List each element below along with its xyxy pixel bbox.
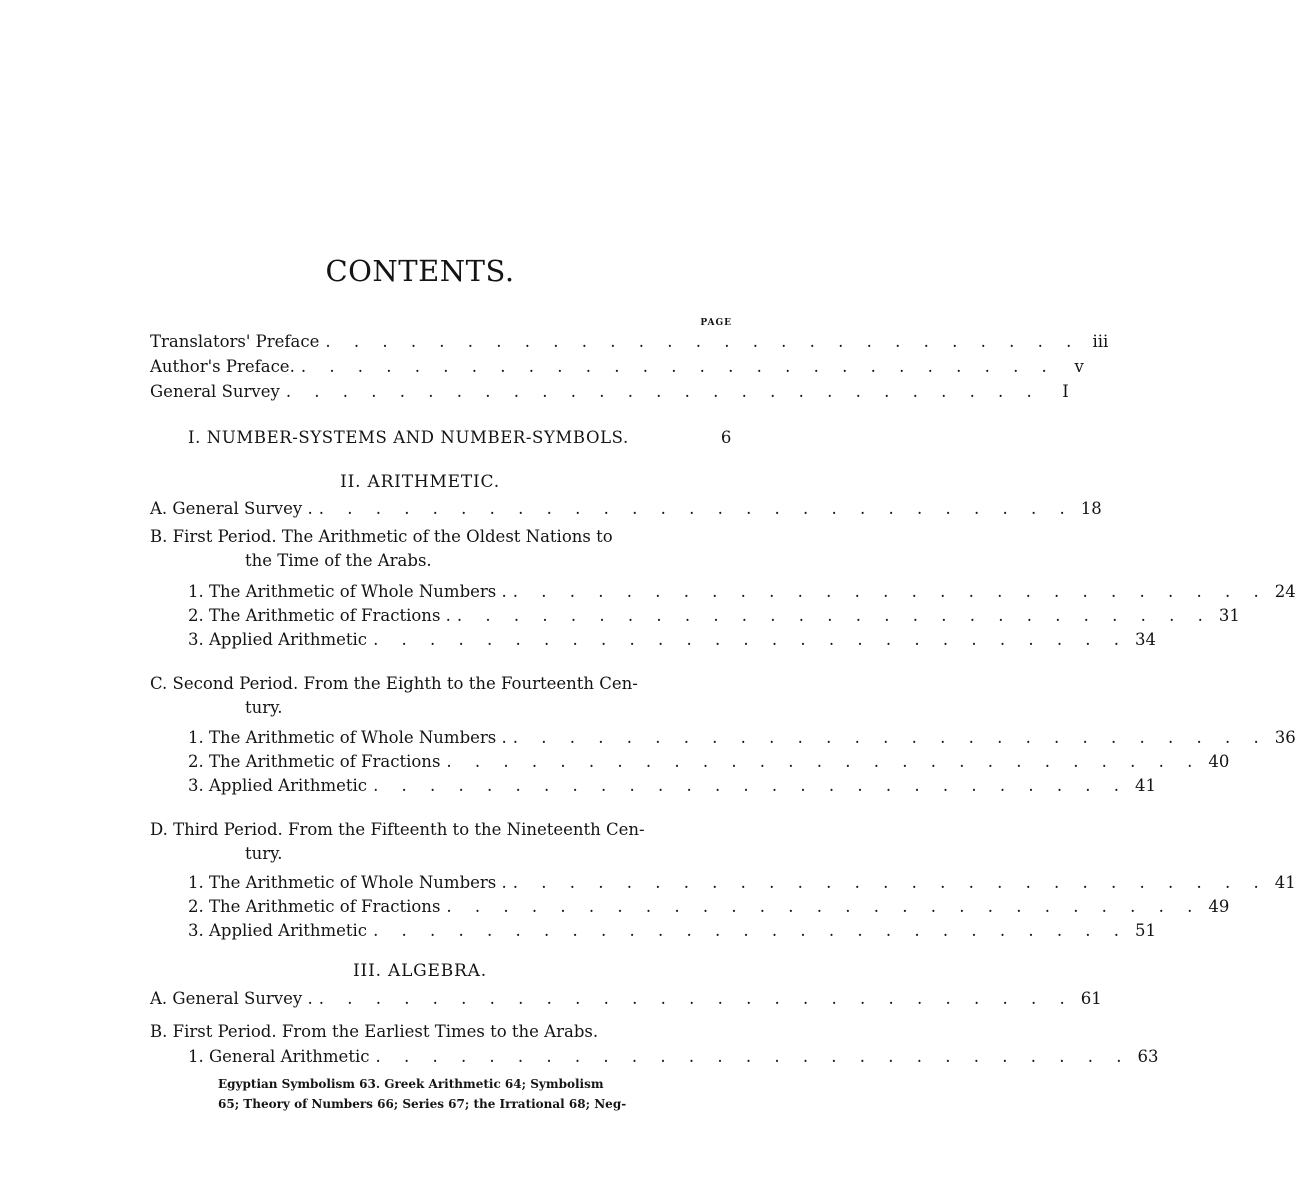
toc-entry-page: 40: [1208, 752, 1230, 771]
toc-entry-page: 36: [1274, 728, 1296, 747]
toc-entry-page: 63: [1137, 1047, 1159, 1066]
toc-entry-label: 2. The Arithmetic of Fractions .: [188, 606, 451, 625]
toc-entry[interactable]: A. General Survey . . . . . . . . . . . . . . . . . . . . . . . . . . . . 18: [150, 497, 732, 521]
toc-entry-label: Translators' Preface: [150, 332, 320, 351]
toc-entry-label: A. General Survey .: [150, 989, 313, 1008]
toc-entry-label: 1. The Arithmetic of Whole Numbers .: [188, 582, 507, 601]
toc-period-label[interactable]: B. First Period. From the Earliest Times to the Arabs.: [150, 1022, 599, 1041]
toc-entry-page: 41: [1135, 776, 1157, 795]
toc-subentry[interactable]: 2. The Arithmetic of Fractions . . . . . . . . . . . . . . . . . . . . . . . . . . . 49: [188, 895, 732, 919]
toc-period-continuation: tury.: [245, 698, 283, 717]
toc-subentry[interactable]: 3. Applied Arithmetic . . . . . . . . . . . . . . . . . . . . . . . . . . . 34: [188, 628, 732, 652]
toc-entry-label: Author's Preface.: [150, 357, 295, 376]
toc-entry-label: General Survey: [150, 382, 280, 401]
toc-entry-label: A. General Survey .: [150, 499, 313, 518]
toc-subentry-note: Egyptian Symbolism 63. Greek Arithmetic 64; Symbolism: [218, 1077, 604, 1091]
toc-subentry[interactable]: 1. General Arithmetic . . . . . . . . . . . . . . . . . . . . . . . . . . . 63: [188, 1045, 732, 1069]
toc-part-entry[interactable]: [188, 426, 732, 450]
toc-entry-label: 3. Applied Arithmetic: [188, 776, 368, 795]
toc-entry-label: 2. The Arithmetic of Fractions: [188, 897, 441, 916]
toc-subentry[interactable]: 3. Applied Arithmetic . . . . . . . . . . . . . . . . . . . . . . . . . . . 51: [188, 919, 732, 943]
toc-entry-label: 1. General Arithmetic: [188, 1047, 370, 1066]
section-heading-arithmetic: II. ARITHMETIC.: [340, 472, 500, 492]
toc-entry-page: 41: [1274, 873, 1296, 892]
section-heading-algebra: III. ALGEBRA.: [353, 961, 487, 981]
toc-entry-label: 2. The Arithmetic of Fractions: [188, 752, 441, 771]
toc-entry-label: 1. The Arithmetic of Whole Numbers .: [188, 728, 507, 747]
toc-entry-page: 61: [1080, 989, 1102, 1008]
toc-entry-page: v: [1074, 357, 1084, 376]
toc-entry-label: I. NUMBER-SYSTEMS AND NUMBER-SYMBOLS.: [188, 428, 629, 447]
toc-subentry-note: 65; Theory of Numbers 66; Series 67; the Irrational 68; Neg-: [218, 1097, 627, 1111]
toc-subentry[interactable]: 2. The Arithmetic of Fractions . . . . . . . . . . . . . . . . . . . . . . . . . . . 40: [188, 750, 732, 774]
toc-entry-page: 24: [1274, 582, 1296, 601]
toc-period-continuation: tury.: [245, 844, 283, 863]
toc-entry-page: 34: [1135, 630, 1157, 649]
toc-entry-label: 3. Applied Arithmetic: [188, 630, 368, 649]
toc-entry[interactable]: Author's Preface. . . . . . . . . . . . . . . . . . . . . . . . . . . . v: [150, 355, 732, 379]
toc-entry-page: I: [1062, 382, 1069, 401]
toc-entry[interactable]: Translators' Preface . . . . . . . . . . . . . . . . . . . . . . . . . . . iii: [150, 330, 732, 354]
toc-subentry[interactable]: 3. Applied Arithmetic . . . . . . . . . . . . . . . . . . . . . . . . . . . 41: [188, 774, 732, 798]
toc-period-label[interactable]: D. Third Period. From the Fifteenth to the Nineteenth Cen-: [150, 820, 645, 839]
toc-entry-label: 3. Applied Arithmetic: [188, 921, 368, 940]
toc-entry-page: 31: [1218, 606, 1240, 625]
toc-entry-page: 49: [1208, 897, 1230, 916]
toc-entry-page: 18: [1080, 499, 1102, 518]
page-title: CONTENTS.: [325, 254, 515, 288]
toc-entry-page: iii: [1092, 332, 1109, 351]
toc-period-continuation: the Time of the Arabs.: [245, 551, 432, 570]
page-column-label: PAGE: [700, 318, 732, 328]
toc-period-label[interactable]: C. Second Period. From the Eighth to the Fourteenth Cen-: [150, 674, 638, 693]
toc-subentry[interactable]: 2. The Arithmetic of Fractions . . . . . . . . . . . . . . . . . . . . . . . . . . . . 31: [188, 604, 732, 628]
toc-subentry[interactable]: 1. The Arithmetic of Whole Numbers . . . . . . . . . . . . . . . . . . . . . . . . . . . . 24: [188, 580, 732, 604]
toc-subentry[interactable]: 1. The Arithmetic of Whole Numbers . . . . . . . . . . . . . . . . . . . . . . . . . . . . 36: [188, 726, 732, 750]
toc-entry-page: 51: [1135, 921, 1157, 940]
toc-entry[interactable]: A. General Survey . . . . . . . . . . . . . . . . . . . . . . . . . . . . 61: [150, 987, 732, 1011]
toc-entry-label: 1. The Arithmetic of Whole Numbers .: [188, 873, 507, 892]
toc-entry-page: 6: [720, 428, 732, 447]
toc-period-label[interactable]: B. First Period. The Arithmetic of the Oldest Nations to: [150, 527, 613, 546]
toc-subentry[interactable]: 1. The Arithmetic of Whole Numbers . . . . . . . . . . . . . . . . . . . . . . . . . . . . 41: [188, 871, 732, 895]
toc-entry[interactable]: General Survey . . . . . . . . . . . . . . . . . . . . . . . . . . . I: [150, 380, 732, 404]
